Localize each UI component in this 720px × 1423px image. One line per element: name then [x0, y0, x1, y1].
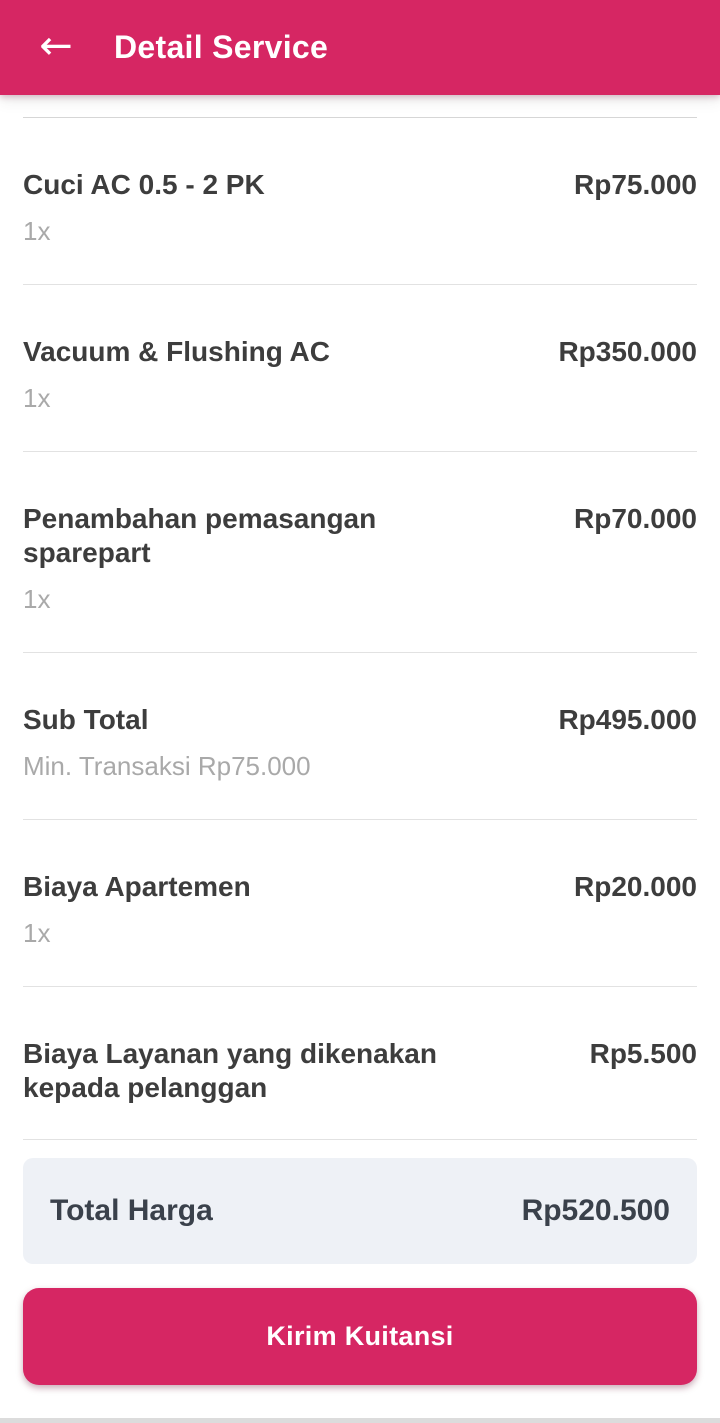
page-title: Detail Service [114, 29, 329, 65]
item-row [23, 168, 697, 202]
item-name: Cuci AC 0.5 - 2 PK [23, 169, 265, 200]
item-name: Sub Total [23, 704, 149, 735]
item-note: Min. Transaksi Rp75.000 [23, 751, 311, 781]
item-qty: 1x [23, 918, 51, 948]
item-row [23, 502, 697, 570]
item-price: Rp495.000 [558, 704, 697, 735]
home-indicator-bar [0, 1418, 720, 1423]
back-arrow-icon: ← [39, 22, 73, 69]
total-card [23, 1158, 697, 1264]
item-price: Rp20.000 [574, 871, 697, 902]
total-value: Rp520.500 [521, 1194, 670, 1227]
item-name: Vacuum & Flushing AC [23, 336, 330, 367]
item-price: Rp350.000 [558, 336, 697, 367]
item-qty: 1x [23, 383, 51, 413]
total-label: Total Harga [50, 1194, 213, 1227]
list-item [23, 452, 697, 653]
item-name: Biaya Apartemen [23, 871, 251, 902]
back-button[interactable] [30, 22, 82, 74]
send-receipt-label: Kirim Kuitansi [266, 1321, 454, 1351]
service-detail-list [0, 95, 720, 1385]
list-item [23, 285, 697, 452]
item-row [23, 1037, 697, 1105]
item-qty: 1x [23, 584, 51, 614]
item-row [23, 870, 697, 904]
list-item [23, 653, 697, 820]
send-receipt-button[interactable] [23, 1288, 697, 1385]
app-bar [0, 0, 720, 95]
item-price: Rp75.000 [574, 169, 697, 200]
item-row [23, 703, 697, 737]
item-qty: 1x [23, 216, 51, 246]
item-row [23, 335, 697, 369]
item-price: Rp70.000 [574, 503, 697, 534]
list-item [23, 987, 697, 1140]
item-name: Biaya Layanan yang dikenakan kepada pelanggan [23, 1038, 437, 1103]
list-item [23, 117, 697, 285]
item-name: Penambahan pemasangan sparepart [23, 503, 377, 568]
item-price: Rp5.500 [589, 1038, 697, 1069]
list-item [23, 820, 697, 987]
